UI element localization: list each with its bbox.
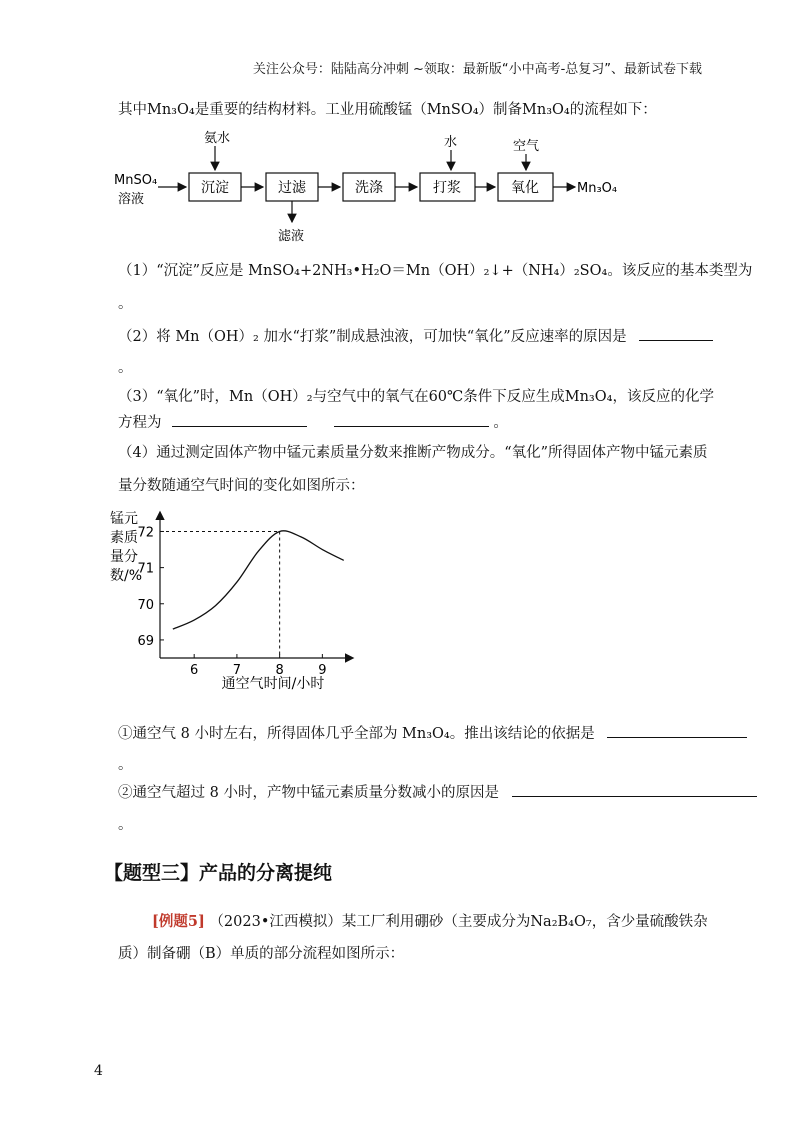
intro-text: 其中Mn₃O₄是重要的结构材料。工业用硫酸锰（MnSO₄）制备Mn₃O₄的流程如下：	[118, 102, 657, 118]
y-label-line: 素质	[110, 530, 138, 546]
question-3-line1: （3）“氧化”时，Mn（OH）₂与空气中的氧气在60℃条件下反应生成Mn₃O₄，该反应的化学	[118, 389, 714, 405]
flow-reagent-air: 空气	[513, 139, 540, 154]
answer-blank-3b[interactable]	[334, 412, 489, 427]
flow-input-line1: MnSO₄	[114, 173, 158, 188]
flow-box-wash-label: 洗涤	[355, 180, 383, 196]
y-tick-label: 70	[137, 597, 154, 613]
flow-box-slurry-label: 打浆	[433, 180, 461, 196]
y-tick-label: 72	[137, 525, 154, 541]
question-1-end: 。	[118, 296, 133, 312]
y-tick-label: 71	[137, 561, 154, 577]
question-4-2-text: ②通空气超过 8 小时，产物中锰元素质量分数减小的原因是	[118, 785, 499, 801]
flow-reagent-water: 水	[444, 135, 458, 150]
flow-box-filter-label: 过滤	[278, 180, 306, 196]
flow-byproduct: 滤液	[278, 229, 305, 244]
question-4-line2: 量分数随通空气时间的变化如图所示：	[118, 478, 365, 494]
y-label-line: 数/%	[110, 568, 143, 584]
answer-blank-4-1[interactable]	[607, 723, 747, 738]
flow-box-oxidize-label: 氧化	[511, 180, 539, 196]
question-2-end: 。	[118, 360, 133, 376]
page-number: 4	[94, 1063, 103, 1079]
flow-reagent-ammonia: 氨水	[204, 131, 231, 146]
example-5-line1	[152, 912, 760, 932]
page-header: 关注公众号：陆陆高分冲刺 ~领取：最新版“小中高考-总复习”、最新试卷下载	[252, 62, 702, 77]
x-tick-label: 9	[318, 663, 327, 678]
answer-blank-3a[interactable]	[172, 412, 307, 427]
question-4-2	[118, 782, 760, 803]
answer-blank-2[interactable]	[639, 326, 713, 341]
question-4-1	[118, 723, 760, 744]
process-flow-diagram	[110, 130, 630, 245]
flow-product: Mn₃O₄	[577, 181, 618, 196]
x-tick-label: 6	[190, 663, 199, 678]
example-tag: [例题5]	[152, 913, 205, 930]
flow-input-line2: 溶液	[118, 192, 145, 207]
x-axis-label: 通空气时间/小时	[221, 676, 325, 692]
question-1	[118, 261, 760, 281]
question-2-text: （2）将 Mn（OH）₂ 加水“打浆”制成悬浊液，可加快“氧化”反应速率的原因是	[118, 329, 627, 345]
question-4-line1: （4）通过测定固体产物中锰元素质量分数来推断产物成分。“氧化”所得固体产物中锰元素质	[118, 445, 708, 461]
answer-blank-4-2[interactable]	[512, 782, 757, 797]
question-4-1-end: 。	[118, 757, 133, 773]
section-title: 【题型三】产品的分离提纯	[104, 862, 333, 884]
x-tick-label: 8	[275, 663, 284, 678]
example-5-line2: 质）制备硼（B）单质的部分流程如图所示：	[118, 946, 405, 962]
example-5-text1: （2023•江西模拟）某工厂利用硼砂（主要成分为Na₂B₄O₇，含少量硫酸铁杂	[209, 914, 708, 930]
manganese-fraction-chart	[108, 505, 388, 695]
question-1-text: （1）“沉淀”反应是 MnSO₄+2NH₃•H₂O＝Mn（OH）₂↓+（NH₄）₂SO₄。该反应的基本类型为	[118, 263, 753, 279]
y-label-line: 锰元	[110, 511, 138, 527]
flow-box-precipitate-label: 沉淀	[201, 180, 229, 196]
question-2	[118, 326, 760, 347]
question-3-line2	[118, 412, 760, 433]
question-4-1-text: ①通空气 8 小时左右，所得固体几乎全部为 Mn₃O₄。推出该结论的依据是	[118, 726, 595, 742]
data-series-line	[173, 531, 344, 629]
question-3-end: 。	[493, 415, 508, 431]
question-3-text2: 方程为	[118, 415, 162, 431]
y-label-line: 量分	[110, 549, 138, 565]
x-tick-label: 7	[232, 663, 242, 678]
y-tick-label: 69	[137, 633, 154, 649]
question-4-2-end: 。	[118, 817, 133, 833]
